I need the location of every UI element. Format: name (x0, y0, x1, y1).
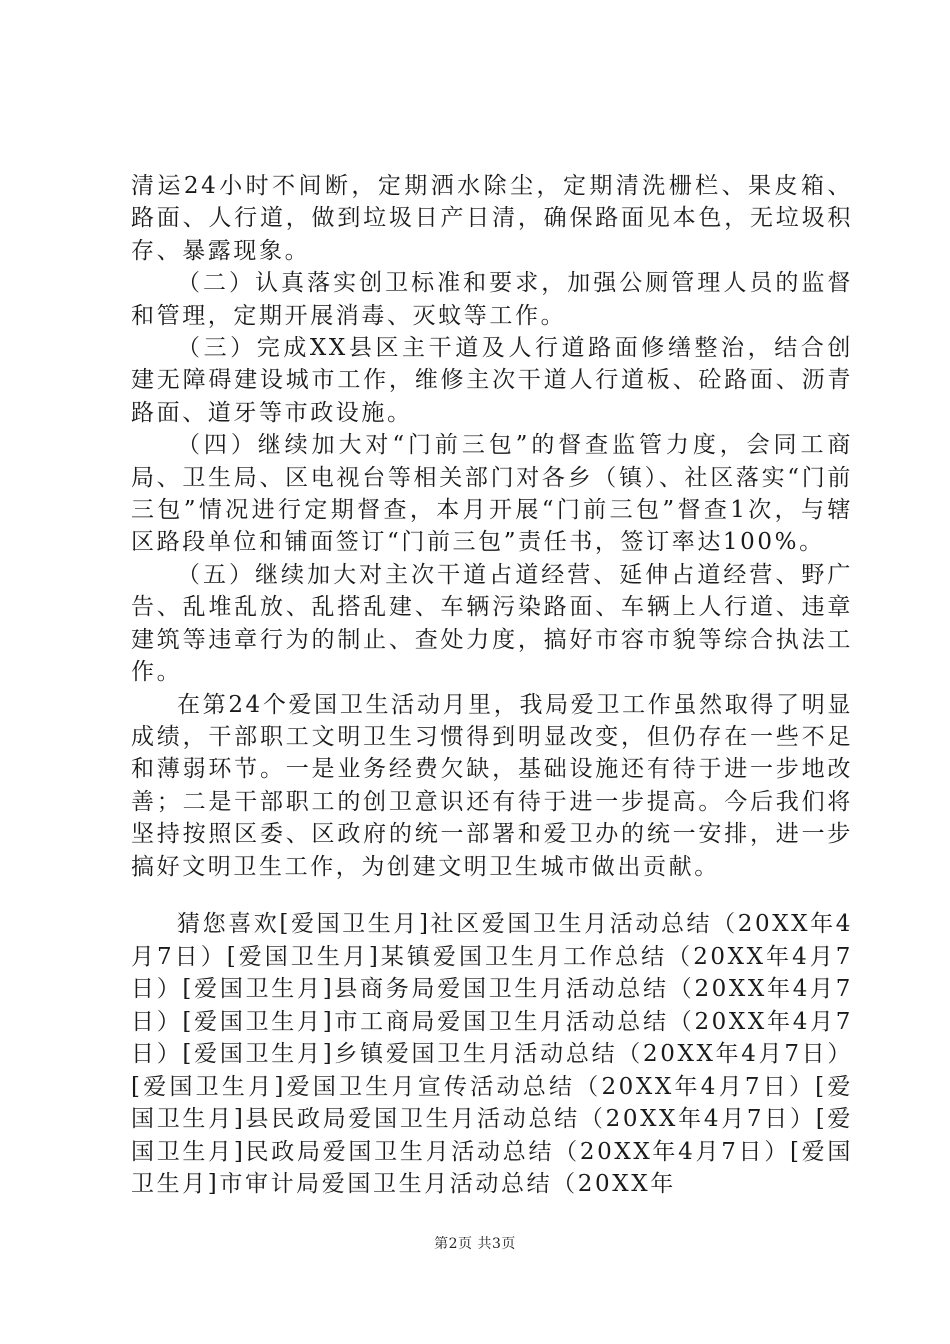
paragraph-continuation: 清运24小时不间断，定期洒水除尘，定期清洗栅栏、果皮箱、路面、人行道，做到垃圾日产日清，确保路面见本色，无垃圾积存、暴露现象。 (131, 173, 853, 264)
paragraph-item-2: （二）认真落实创卫标准和要求，加强公厕管理人员的监督和管理，定期开展消毒、灭蚊等工作。 (131, 270, 853, 329)
related-articles (131, 908, 853, 1201)
document-body (131, 170, 853, 883)
related-articles-text: 猜您喜欢[爱国卫生月]社区爱国卫生月活动总结（20XX年4月7日）[爱国卫生月]某镇爱国卫生月工作总结（20XX年4月7日）[爱国卫生月]县商务局爱国卫生月活动总结（20XX年4月7日）[爱国卫生月]市工商局爱国卫生月活动总结（20XX年4月7日）[爱国卫生月]乡镇爱国卫生月活动总结（20XX年4月7日）[爱国卫生月]爱国卫生月宣传活动总结（20XX年4月7日）[爱国卫生月]县民政局爱国卫生月活动总结（20XX年4月7日）[爱国卫生月]民政局爱国卫生月活动总结（20XX年4月7日）[爱国卫生月]市审计局爱国卫生月活动总结（20XX年 (131, 911, 853, 1197)
paragraph-summary: 在第24个爱国卫生活动月里，我局爱卫工作虽然取得了明显成绩，干部职工文明卫生习惯得到明显改变，但仍存在一些不足和薄弱环节。一是业务经费欠缺，基础设施还有待于进一步地改善；二是干部职工的创卫意识还有待于进一步提高。今后我们将坚持按照区委、区政府的统一部署和爱卫办的统一安排，进一步搞好文明卫生工作，为创建文明卫生城市做出贡献。 (131, 691, 853, 880)
paragraph-item-4: （四）继续加大对“门前三包”的督查监管力度，会同工商局、卫生局、区电视台等相关部门对各乡（镇）、社区落实“门前三包”情况进行定期督查，本月开展“门前三包”督查1次，与辖区路段单位和铺面签订“门前三包”责任书，签订率达100%。 (131, 432, 853, 556)
paragraph-item-3: （三）完成XX县区主干道及人行道路面修缮整治，结合创建无障碍建设城市工作，维修主次干道人行道板、砼路面、沥青路面、道牙等市政设施。 (131, 335, 853, 426)
paragraph-item-5: （五）继续加大对主次干道占道经营、延伸占道经营、野广告、乱堆乱放、乱搭乱建、车辆污染路面、车辆上人行道、违章建筑等违章行为的制止、查处力度，搞好市容市貌等综合执法工作。 (131, 561, 853, 686)
page-number-footer: 第2页 共3页 (434, 1236, 516, 1252)
